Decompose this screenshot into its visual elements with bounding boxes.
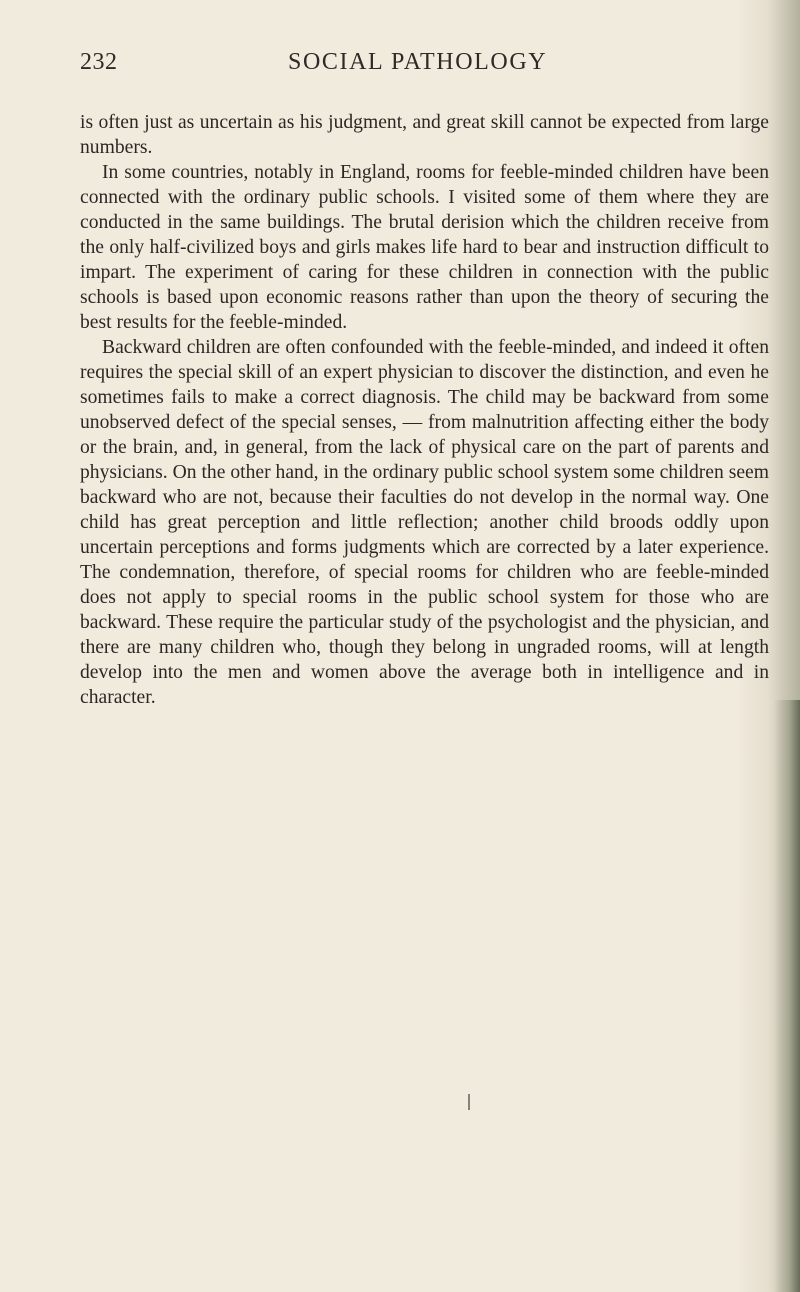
running-head <box>80 42 770 82</box>
paragraph-feeble-minded-rooms: In some countries, notably in England, rooms for feeble-minded children have been connected with the ordinary public schools. I visited some of them where they are conducted in the same buildings. The brutal derision which the children receive from the only half-civilized boys and girls makes life hard to bear and instruction difficult to impart. The experiment of caring for these children in connection with the public schools is based upon economic reasons rather than upon the theory of securing the best results for the feeble-minded. <box>80 162 769 333</box>
paragraph-continuation: is often just as uncertain as his judgment, and great skill cannot be expected from large numbers. <box>80 112 769 158</box>
page-number: 232 <box>80 49 118 75</box>
page-edge-shadow <box>774 700 800 1292</box>
paragraph-backward-children: Backward children are often confounded with the feeble-minded, and indeed it often requires the special skill of an expert physician to discover the distinction, and even he sometimes fails to make a correct diagnosis. The child may be backward from some unobserved defect of the special senses, — from malnutrition affecting either the body or the brain, and, in general, from the lack of physical care on the part of parents and physicians. On the other hand, in the ordinary public school system some children seem backward who are not, because their faculties do not develop in the normal way. One child has great perception and little reflection; another child broods oddly upon uncertain perceptions and forms judgments which are corrected by a later experience. The condemnation, therefore, of special rooms for children who are feeble-minded does not apply to special rooms in the public school system for those who are backward. These require the particular study of the psychologist and the physician, and there are many children who, though they belong in ungraded rooms, will at length develop into the men and women above the average both in intelligence and in character. <box>80 337 769 708</box>
page-title: SOCIAL PATHOLOGY <box>288 49 548 75</box>
stray-ink-mark <box>468 1094 470 1110</box>
body-text <box>80 110 769 710</box>
